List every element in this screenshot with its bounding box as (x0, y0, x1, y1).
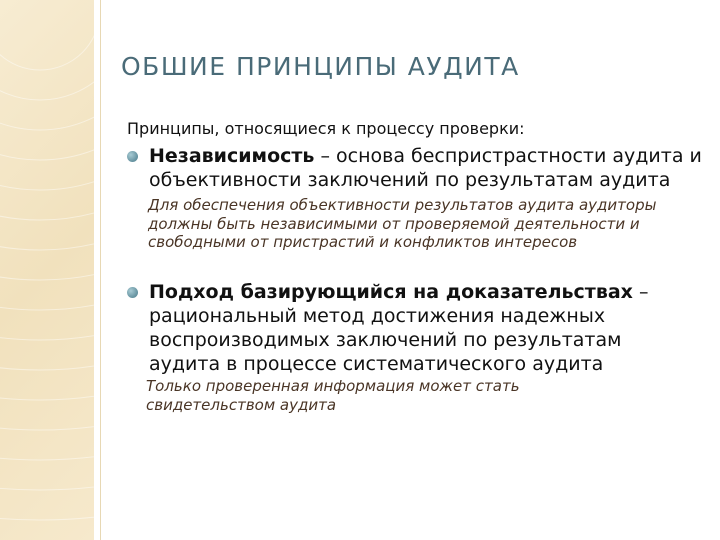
slide-title: ОБШИЕ ПРИНЦИПЫ АУДИТА (121, 52, 520, 81)
principle-text (149, 144, 709, 192)
principle-note-evidence: Только проверенная информация может стать свидетельством аудита (146, 377, 520, 414)
bullet-icon (127, 287, 138, 298)
principle-note-independence: Для обеспечения объективности результатов аудита аудиторы должны быть независимыми от проверяемой деятельности и свободными от пристрастий и конфликтов интересов (148, 196, 657, 251)
principle-text (149, 280, 649, 376)
divider-line (100, 0, 101, 540)
principle-description: – рациональный метод достижения надежных воспроизводимых заключений по результатам аудита в процессе систематического аудита (149, 281, 649, 375)
intro-text: Принципы, относящиеся к процессу проверки: (127, 119, 525, 138)
principle-item-evidence (127, 280, 707, 376)
principle-term: Подход базирующийся на доказательствах (149, 281, 633, 303)
principle-term: Независимость (149, 145, 315, 167)
bullet-icon (127, 151, 138, 162)
principle-item-independence (127, 144, 707, 194)
principle-description: – основа беспристрастности аудита и объективности заключений по результатам аудита (149, 145, 702, 191)
decorative-side-strip (0, 0, 94, 540)
